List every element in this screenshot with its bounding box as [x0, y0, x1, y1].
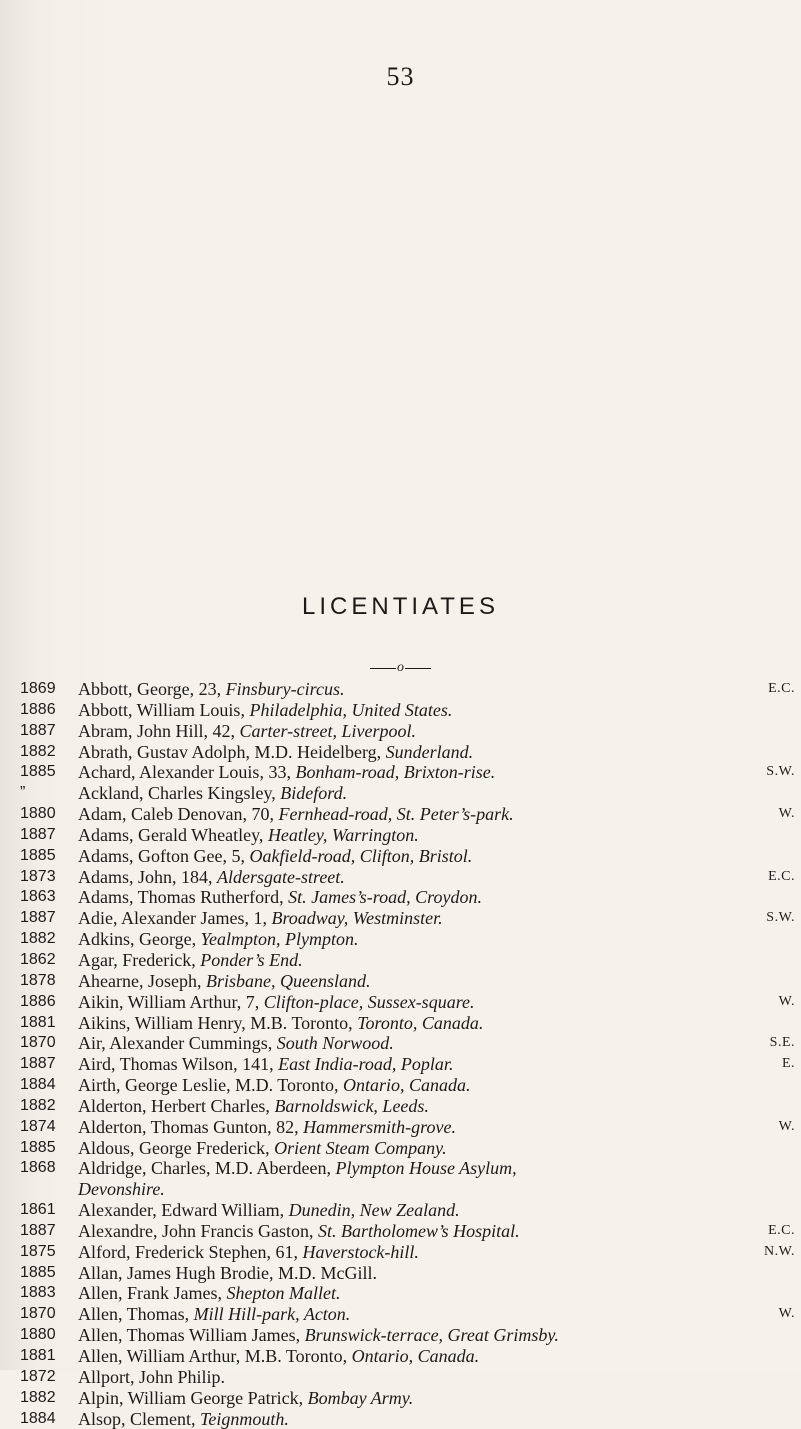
entry-year: 1887: [20, 721, 56, 739]
entry-year: 1887: [20, 909, 56, 927]
entry-name-text: Allport, John Philip.: [78, 1366, 226, 1387]
entry-postal-district: W.: [778, 993, 795, 1009]
entry-year: 1883: [20, 1284, 56, 1302]
entry-year: 1870: [20, 1034, 56, 1052]
entry-name-text: Adams, Gofton Gee, 5,: [78, 845, 245, 866]
list-item: [20, 1325, 795, 1346]
list-item: [20, 1075, 795, 1096]
entry-name: [78, 1033, 394, 1054]
entry-year: 1868: [20, 1159, 56, 1177]
entry-name-text: Adie, Alexander James, 1,: [78, 908, 267, 929]
entry-address: Shepton Mallet.: [226, 1283, 341, 1304]
entry-name-text: Aikin, William Arthur, 7,: [78, 991, 260, 1012]
entry-name-text: Aikins, William Henry, M.B. Toronto,: [78, 1012, 353, 1033]
entry-year: 1863: [20, 888, 56, 906]
entry-name-text: Alford, Frederick Stephen, 61,: [78, 1241, 298, 1262]
entry-postal-district: S.W.: [766, 764, 795, 780]
entry-name: [78, 846, 472, 867]
list-item: [20, 700, 795, 721]
list-item: [20, 1283, 795, 1304]
entry-address: Aldersgate-street.: [217, 866, 345, 887]
list-item: [20, 908, 795, 929]
list-item: [20, 825, 795, 846]
entry-year: 1886: [20, 992, 56, 1010]
list-item: [20, 1221, 795, 1242]
entry-address: Dunedin, New Zealand.: [288, 1200, 460, 1221]
entry-name: [78, 1242, 419, 1263]
list-item: [20, 1263, 795, 1284]
entry-name: [78, 783, 347, 804]
list-item: [20, 1409, 795, 1429]
entry-address: Oakfield-road, Clifton, Bristol.: [249, 845, 473, 866]
entry-name-text: Alderton, Thomas Gunton, 82,: [78, 1116, 299, 1137]
list-item: [20, 1117, 795, 1138]
entry-address: Bideford.: [280, 783, 348, 804]
entry-name-text: Allen, Thomas,: [78, 1304, 190, 1325]
entry-address: Ontario, Canada.: [351, 1346, 480, 1366]
entry-name: [78, 742, 473, 763]
entry-year: 1882: [20, 1096, 56, 1114]
entry-name: [78, 721, 416, 742]
entry-year: 1884: [20, 1409, 56, 1427]
list-item: [20, 762, 795, 783]
list-item: [20, 1158, 795, 1179]
entry-address: Philadelphia, United States.: [249, 699, 453, 720]
entry-address: St. James’s-road, Croydon.: [288, 887, 482, 908]
entry-year: 1861: [20, 1201, 56, 1219]
entry-name-text: Abram, John Hill, 42,: [78, 720, 235, 741]
title-divider: [0, 661, 801, 675]
entry-name: [78, 1158, 517, 1179]
entry-name: [78, 1054, 453, 1075]
entry-year: ”: [20, 784, 26, 802]
entry-name: [78, 950, 303, 971]
list-item: [20, 929, 795, 950]
list-item: [20, 679, 795, 700]
section-title: LICENTIATES: [302, 593, 499, 620]
entry-name-text: Allan, James Hugh Brodie, M.D. McGill.: [78, 1262, 377, 1283]
entry-name-text: Achard, Alexander Louis, 33,: [78, 762, 291, 783]
entry-postal-district: N.W.: [763, 1243, 795, 1259]
entry-name-text: Aldridge, Charles, M.D. Aberdeen,: [78, 1158, 331, 1179]
entry-name: [78, 929, 359, 950]
list-item: [20, 1200, 795, 1221]
list-item: [20, 887, 795, 908]
entry-address: Clifton-place, Sussex-square.: [263, 991, 475, 1012]
entry-name: [78, 867, 345, 888]
entry-address: Haverstock-hill.: [302, 1241, 419, 1262]
entry-address: Finsbury-circus.: [225, 679, 345, 699]
entry-name-text: Abrath, Gustav Adolph, M.D. Heidelberg,: [78, 741, 382, 762]
entry-name: [78, 1325, 559, 1346]
entry-address: Hammersmith-grove.: [303, 1116, 456, 1137]
entry-address: Teignmouth.: [200, 1408, 289, 1429]
entry-name: [78, 700, 452, 721]
entry-postal-district: W.: [778, 1306, 795, 1322]
entry-name: [78, 1200, 460, 1221]
list-item: [20, 1054, 795, 1075]
entry-name-text: Alsop, Clement,: [78, 1408, 196, 1429]
entry-name: [78, 971, 370, 992]
entry-year: 1869: [20, 680, 56, 697]
entry-name-text: Allen, William Arthur, M.B. Toronto,: [78, 1346, 348, 1366]
list-item: [20, 783, 795, 804]
entry-name: [78, 804, 514, 825]
entry-address: Bonham-road, Brixton-rise.: [295, 762, 496, 783]
entry-name: [78, 992, 475, 1013]
entry-year: 1881: [20, 1347, 56, 1364]
entry-year: 1885: [20, 1263, 56, 1281]
entry-name: [78, 1221, 520, 1242]
entry-name: [78, 1138, 447, 1159]
entry-year: 1872: [20, 1367, 56, 1385]
entry-name: [78, 679, 344, 700]
entry-year: 1882: [20, 930, 56, 948]
licentiates-list: [20, 679, 795, 1429]
divider-rule-left: [370, 668, 396, 669]
entry-address: Plympton House Asylum,: [335, 1158, 517, 1179]
entry-name: [78, 1117, 456, 1138]
list-item: [20, 1096, 795, 1117]
entry-postal-district: W.: [778, 806, 795, 822]
list-item: [20, 867, 795, 888]
page-number: 53: [386, 62, 415, 91]
entry-address: Barnoldswick, Leeds.: [274, 1095, 429, 1116]
entry-address: Carter-street, Liverpool.: [239, 720, 416, 741]
entry-name: [78, 1096, 429, 1117]
list-item: [20, 1346, 795, 1367]
entry-name-text: Agar, Frederick,: [78, 949, 196, 970]
entry-year: 1880: [20, 805, 56, 823]
divider-rule-right: [405, 668, 431, 669]
entry-year: 1887: [20, 1221, 56, 1239]
entry-year: 1886: [20, 700, 56, 718]
list-item: [20, 1242, 795, 1263]
entry-name-text: Aldous, George Frederick,: [78, 1137, 270, 1158]
entry-address: Mill Hill-park, Acton.: [193, 1304, 351, 1325]
list-item-continuation: [20, 1179, 795, 1200]
entry-name-text: Abbott, William Louis,: [78, 699, 245, 720]
entry-year: 1873: [20, 867, 56, 885]
entry-year: 1881: [20, 1013, 56, 1031]
divider-ornament: o: [397, 660, 404, 675]
entry-year: 1882: [20, 1388, 56, 1406]
entry-address: Orient Steam Company.: [274, 1137, 447, 1158]
list-item: [20, 1388, 795, 1409]
entry-address: Ontario, Canada.: [343, 1075, 471, 1096]
list-item: [20, 1033, 795, 1054]
entry-year: 1875: [20, 1242, 56, 1260]
entry-name: [78, 1388, 413, 1409]
entry-year: 1882: [20, 742, 56, 760]
entry-name-text: Alexander, Edward William,: [78, 1200, 285, 1221]
entry-name-text: Ahearne, Joseph,: [78, 970, 202, 991]
entry-year: 1885: [20, 846, 56, 864]
entry-address: Broadway, Westminster.: [271, 908, 443, 929]
entry-name: [78, 1283, 340, 1304]
entry-address: Bombay Army.: [307, 1387, 414, 1408]
list-item: [20, 971, 795, 992]
entry-postal-district: S.E.: [769, 1035, 795, 1051]
entry-year: 1870: [20, 1305, 56, 1323]
entry-name: [78, 1263, 377, 1284]
entry-name-text: Alderton, Herbert Charles,: [78, 1095, 270, 1116]
entry-name-text: Adams, Gerald Wheatley,: [78, 824, 264, 845]
entry-address: Toronto, Canada.: [357, 1012, 484, 1033]
entry-postal-district: E.C.: [768, 681, 795, 696]
entry-name-text: Allen, Frank James,: [78, 1283, 222, 1304]
entry-postal-district: E.C.: [768, 1222, 795, 1238]
list-item: [20, 846, 795, 867]
entry-name: [78, 1346, 479, 1367]
entry-name-text: Abbott, George, 23,: [78, 679, 222, 699]
entry-address: South Norwood.: [276, 1033, 394, 1054]
list-item: [20, 1304, 795, 1325]
entry-year: 1862: [20, 950, 56, 968]
entry-name-text: Aird, Thomas Wilson, 141,: [78, 1054, 274, 1075]
entry-address: Ponder’s End.: [200, 949, 303, 970]
list-item: [20, 742, 795, 763]
entry-year: 1887: [20, 825, 56, 843]
entry-year: 1880: [20, 1326, 56, 1344]
list-item: [20, 1138, 795, 1159]
list-item: [20, 992, 795, 1013]
entry-postal-district: E.: [781, 1056, 795, 1072]
entry-address: East India-road, Poplar.: [278, 1054, 454, 1075]
entry-address: Brisbane, Queensland.: [205, 970, 371, 991]
entry-name-text: Adams, Thomas Rutherford,: [78, 887, 284, 908]
entry-address: Sunderland.: [385, 741, 474, 762]
entry-year: 1878: [20, 971, 56, 989]
entry-name-text: Alpin, William George Patrick,: [78, 1387, 304, 1408]
entry-address: St. Bartholomew’s Hospital.: [317, 1220, 520, 1241]
entry-name: [78, 762, 495, 783]
entry-name-text: Airth, George Leslie, M.D. Toronto,: [78, 1075, 339, 1096]
entry-name: [78, 1075, 471, 1096]
list-item: [20, 721, 795, 742]
entry-name-text: Allen, Thomas William James,: [78, 1325, 301, 1346]
entry-address: Yealmpton, Plympton.: [200, 929, 359, 950]
list-item: [20, 950, 795, 971]
entry-name: [78, 908, 443, 929]
entry-postal-district: S.W.: [766, 910, 795, 926]
entry-address-continuation: Devonshire.: [78, 1179, 165, 1200]
entry-name-text: Ackland, Charles Kingsley,: [78, 783, 276, 804]
entry-year: 1887: [20, 1055, 56, 1073]
entry-name-text: Adkins, George,: [78, 929, 197, 950]
entry-name: [78, 1013, 483, 1034]
list-item: [20, 804, 795, 825]
entry-postal-district: E.C.: [768, 868, 795, 884]
entry-year: 1885: [20, 1138, 56, 1156]
entry-name-text: Alexandre, John Francis Gaston,: [78, 1220, 314, 1241]
entry-name: [78, 1304, 350, 1325]
entry-year: 1884: [20, 1076, 56, 1094]
entry-name-text: Adam, Caleb Denovan, 70,: [78, 804, 274, 825]
entry-name: [78, 1409, 289, 1429]
entry-year: 1885: [20, 763, 56, 781]
entry-name: [78, 825, 419, 846]
entry-name-text: Air, Alexander Cummings,: [78, 1033, 273, 1054]
entry-address: Fernhead-road, St. Peter’s-park.: [278, 804, 514, 825]
entry-name: [78, 887, 482, 908]
entry-address: Heatley, Warrington.: [267, 824, 419, 845]
entry-year: 1874: [20, 1117, 56, 1135]
entry-address: Brunswick-terrace, Great Grimsby.: [304, 1325, 559, 1346]
entry-postal-district: W.: [778, 1118, 795, 1134]
entry-name-text: Adams, John, 184,: [78, 866, 213, 887]
list-item: [20, 1013, 795, 1034]
